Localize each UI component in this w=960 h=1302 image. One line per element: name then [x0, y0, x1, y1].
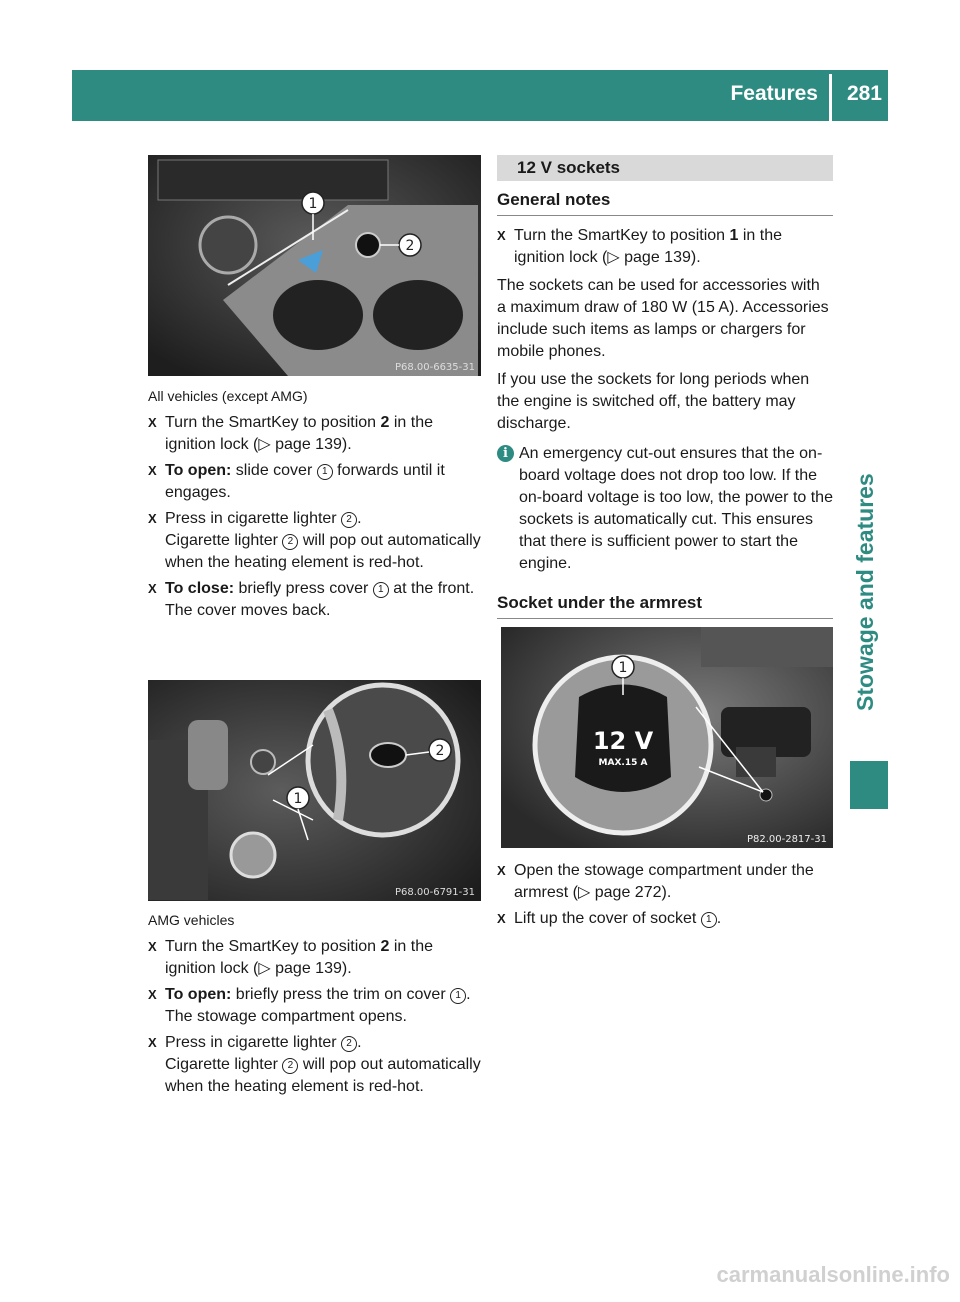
- section-title: Features: [730, 82, 818, 105]
- paragraph: The sockets can be used for accessories with a maximum draw of 180 W (15 A). Accessories include such items as lamps or chargers for mobile phones.: [497, 277, 829, 360]
- step: X Press in cigarette lighter 2 . Cigarette lighter 2 will pop out automatically when the heating element is red-hot.: [148, 1034, 481, 1095]
- caption-all-vehicles: All vehicles (except AMG): [148, 388, 308, 404]
- photo-center-console: [148, 155, 481, 376]
- svg-text:P68.00-6791-31: P68.00-6791-31: [394, 887, 475, 898]
- side-tab: [840, 121, 888, 841]
- subheading-armrest-socket: Socket under the armrest: [497, 592, 833, 619]
- svg-text:1: 1: [308, 196, 318, 212]
- svg-text:MAX.15 A: MAX.15 A: [598, 758, 648, 768]
- step: X Turn the SmartKey to position 1 in the ignition lock (▷ page 139).: [497, 227, 783, 266]
- step: X Turn the SmartKey to position 2 in the ignition lock (▷ page 139).: [148, 414, 434, 453]
- side-tab-marker: [850, 761, 888, 809]
- header-divider: [829, 74, 832, 121]
- subheading-general-notes: General notes: [497, 189, 833, 216]
- paragraph: If you use the sockets for long periods when the engine is switched off, the battery may discharge.: [497, 371, 810, 432]
- page-number: 281: [846, 82, 882, 105]
- caption-amg-vehicles: AMG vehicles: [148, 912, 235, 928]
- info-icon: i: [497, 445, 514, 462]
- watermark: carmanualsonline.info: [716, 1262, 950, 1287]
- svg-text:P68.00-6635-31: P68.00-6635-31: [394, 362, 475, 373]
- svg-text:1: 1: [618, 660, 628, 676]
- right-column-bottom: [497, 860, 833, 930]
- photo-amg-console: [148, 680, 481, 901]
- svg-text:12 V: 12 V: [592, 727, 654, 755]
- left-column-top: [148, 387, 481, 622]
- step: X Open the stowage compartment under the armrest (▷ page 272).: [497, 862, 814, 901]
- step: X Lift up the cover of socket 1 .: [497, 910, 722, 927]
- right-column: [497, 155, 833, 619]
- step: X Press in cigarette lighter 2 . Cigarette lighter 2 will pop out automatically when the heating element is red-hot.: [148, 510, 481, 571]
- section-heading: 12 V sockets: [497, 155, 833, 181]
- svg-text:2: 2: [405, 238, 415, 254]
- svg-text:2: 2: [435, 743, 445, 759]
- info-note: i An emergency cut-out ensures that the on-board voltage does not drop too low. If the on-board voltage is too low, the power to the sockets is automatically cut. This ensures that there is sufficient power to start the engine.: [497, 443, 833, 575]
- left-column-bottom: [148, 911, 481, 1098]
- svg-text:P82.00-2817-31: P82.00-2817-31: [746, 834, 827, 845]
- side-tab-label: Stowage and features: [852, 473, 878, 711]
- step: X To close: briefly press cover 1 at the front. The cover moves back.: [148, 580, 475, 619]
- svg-text:1: 1: [293, 791, 303, 807]
- step: X Turn the SmartKey to position 2 in the ignition lock (▷ page 139).: [148, 938, 434, 977]
- step: X To open: slide cover 1 forwards until it engages.: [148, 462, 445, 501]
- step: X To open: briefly press the trim on cover 1 . The stowage compartment opens.: [148, 986, 471, 1025]
- photo-armrest-socket: [501, 627, 833, 848]
- page-header: [72, 70, 888, 121]
